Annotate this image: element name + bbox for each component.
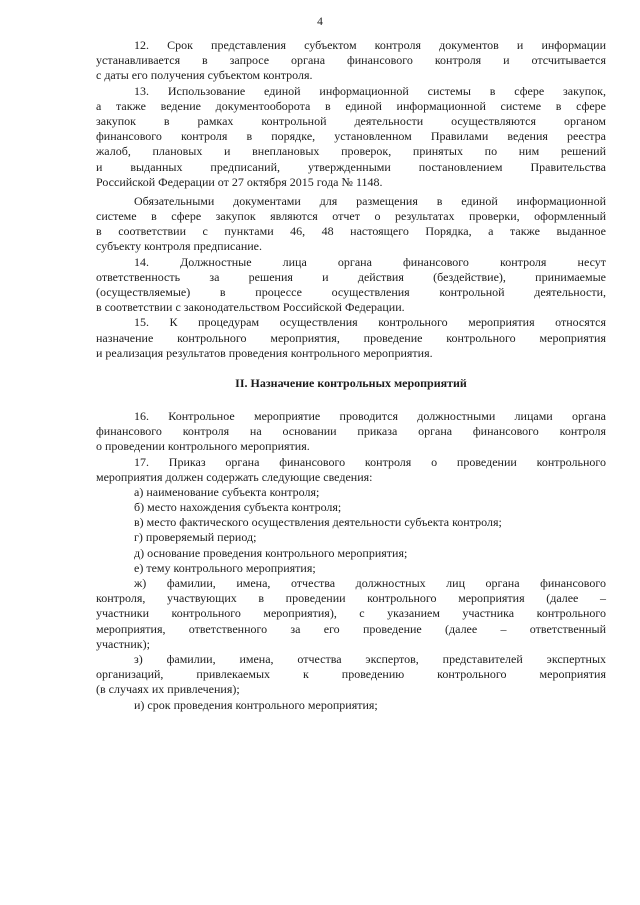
text-line: жалоб, плановых и внеплановых проверок, принятых по ним решений (96, 144, 606, 159)
text-line: а также ведение документооборота в единой информационной системе в сфере (96, 98, 606, 113)
list-item: ж) фамилии, имена, отчества должностных лиц органа финансового (134, 576, 606, 590)
list-item: а) наименование субъекта контроля; (134, 484, 320, 499)
text-line: о проведении контрольного мероприятия. (96, 439, 310, 454)
text-line: в соответствии с законодательством Российской Федерации. (96, 300, 405, 315)
page-number: 4 (317, 16, 323, 28)
list-item: и) срок проведения контрольного мероприятия; (134, 697, 378, 712)
text-line: ответственность за решения и действия (бездействие), принимаемые (96, 269, 606, 284)
text-line: финансового контроля на основании приказа органа финансового контроля (96, 424, 606, 439)
text-line: контроля, участвующих в проведении контрольного мероприятия (далее – (96, 591, 606, 606)
text-line: и выданных предписаний, утвержденными постановлением Правительства (96, 159, 606, 174)
text-line: и реализация результатов проведения контрольного мероприятия. (96, 345, 433, 360)
list-item: д) основание проведения контрольного мероприятия; (134, 545, 408, 560)
section-heading: II. Назначение контрольных мероприятий (235, 375, 467, 390)
text-line: мероприятия должен содержать следующие сведения: (96, 469, 373, 484)
text-line: 15. К процедурам осуществления контрольного мероприятия относятся (134, 315, 606, 330)
text-line: (осуществляемые) в процессе осуществления контрольной деятельности, (96, 285, 606, 299)
text-line: закупок в рамках контрольной деятельности осуществляются органом (96, 113, 606, 128)
list-item: з) фамилии, имена, отчества экспертов, представителей экспертных (134, 651, 606, 666)
text-line: мероприятия, ответственного за его проведение (далее – ответственный (96, 621, 606, 636)
text-line: 17. Приказ органа финансового контроля о проведении контрольного (134, 454, 606, 469)
text-line: участники контрольного мероприятия), с указанием участника контрольного (96, 606, 606, 621)
text-line: (в случаях их привлечения); (96, 682, 240, 697)
text-line: организаций, привлекаемых к проведению контрольного мероприятия (96, 667, 606, 682)
text-line: финансового контроля в порядке, установленном Правилами ведения реестра (96, 129, 606, 144)
text-line: системе в сфере закупок являются отчет о результатах проверки, оформленный (96, 209, 606, 224)
text-line: с даты его получения субъектом контроля. (96, 68, 313, 83)
text-line: назначение контрольного мероприятия, проведение контрольного мероприятия (96, 330, 606, 345)
list-item: е) тему контрольного мероприятия; (134, 560, 316, 575)
text-line: 13. Использование единой информационной системы в сфере закупок, (134, 83, 606, 98)
list-item: в) место фактического осуществления деятельности субъекта контроля; (134, 515, 502, 530)
text-line: субъекту контроля предписание. (96, 239, 262, 254)
document-body (96, 38, 606, 713)
list-item: г) проверяемый период; (134, 530, 257, 545)
list-item: б) место нахождения субъекта контроля; (134, 500, 342, 515)
text-line: Обязательными документами для размещения в единой информационной (134, 193, 606, 208)
text-line: в соответствии с пунктами 46, 48 настоящего Порядка, а также выданное (96, 224, 606, 239)
text-line: 14. Должностные лица органа финансового контроля несут (134, 254, 606, 269)
text-line: 12. Срок представления субъектом контроля документов и информации (134, 38, 606, 52)
text-line: 16. Контрольное мероприятие проводится должностными лицами органа (134, 408, 606, 423)
text-line: Российской Федерации от 27 октября 2015 года № 1148. (96, 174, 383, 189)
text-line: участник); (96, 636, 150, 651)
text-line: устанавливается в запросе органа финансового контроля и отсчитывается (96, 53, 606, 68)
